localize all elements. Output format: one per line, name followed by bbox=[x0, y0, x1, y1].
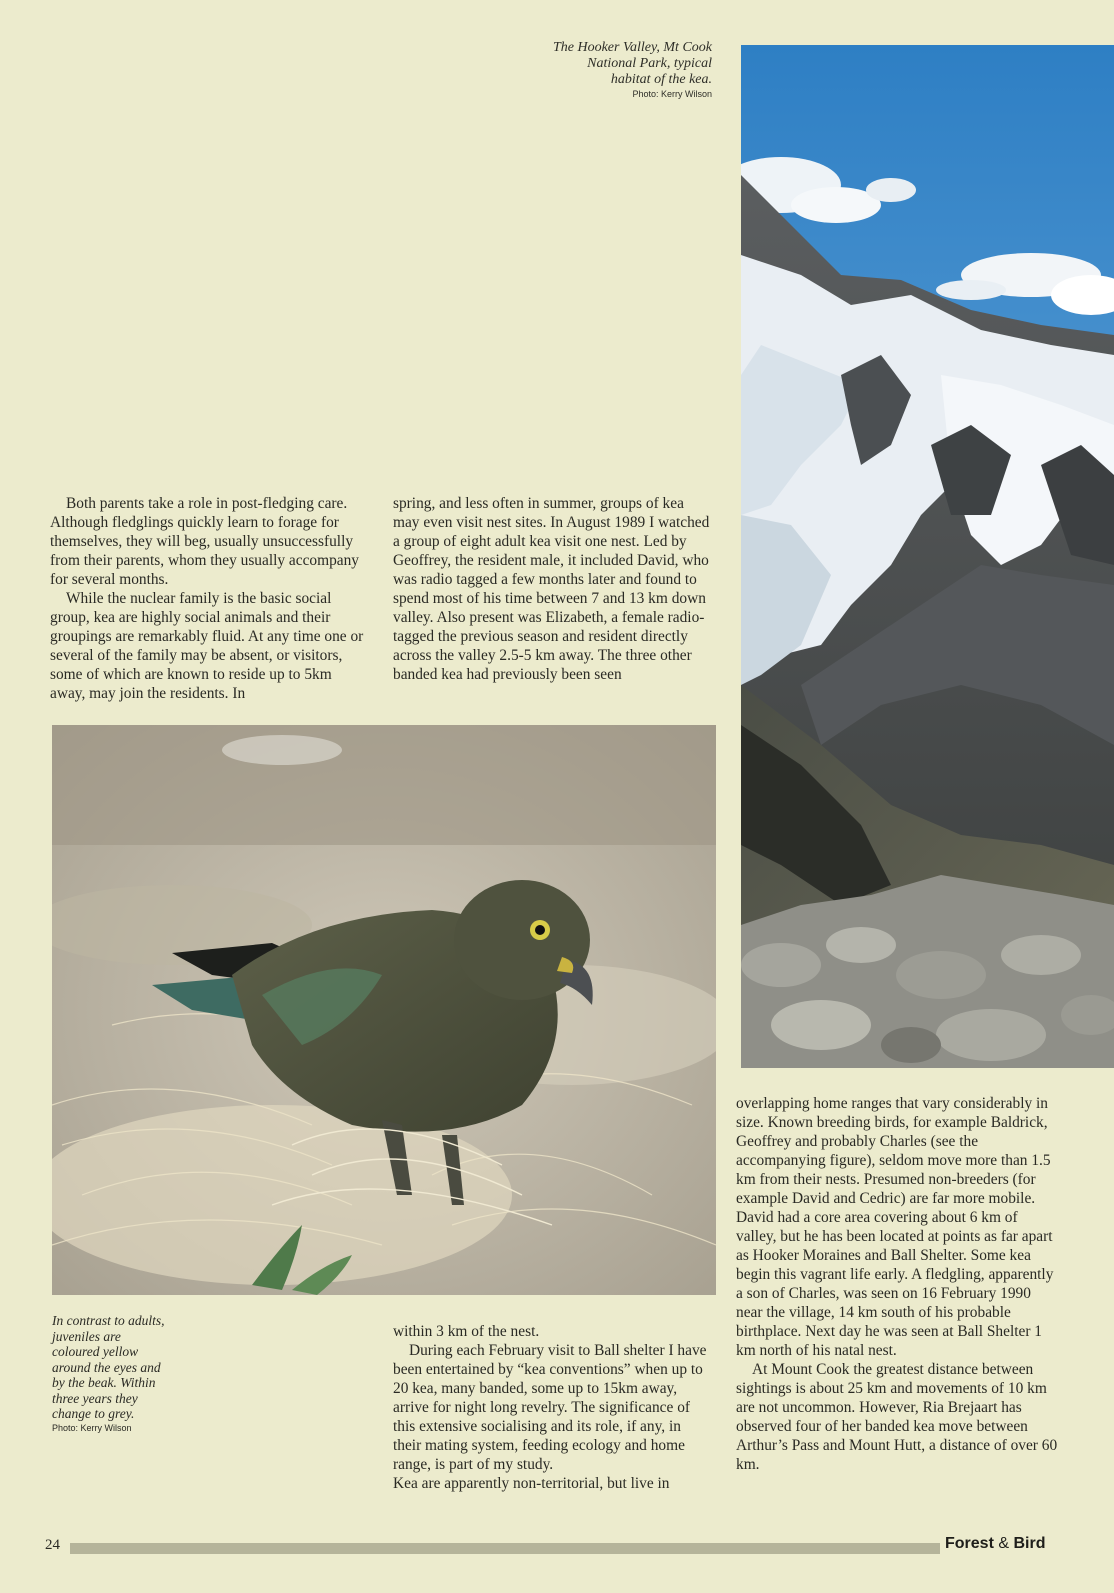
paragraph: While the nuclear family is the basic social group, kea are highly social animals and their groupings are remarkably fluid. At any time one or several of the family may be absent, or visitors, some of which are known to reside up to 5km away, may join the residents. In bbox=[50, 590, 364, 702]
article-column-1 bbox=[50, 494, 370, 703]
masthead-bird: Bird bbox=[1013, 1535, 1046, 1552]
paragraph: overlapping home ranges that vary considerably in size. Known breeding birds, for example Baldrick, Geoffrey and probably Charles (see the accompanying figure), seldom move more than 1.5 km from their nests. Presumed non-breeders (for example David and Cedric) are far more mobile. David had a core area covering about 6 km of valley, but he has been located at points as far apart as Hooker Moraines and Ball Shelter. Some kea begin this vagrant life early. A fledgling, apparently a son of Charles, was seen on 16 February 1990 near the village, 14 km south of his probable birthplace. Next day he was seen at Ball Shelter 1 km north of his natal nest. bbox=[736, 1095, 1054, 1359]
page-number: 24 bbox=[45, 1537, 60, 1553]
paragraph: During each February visit to Ball shelter I have been entertained by “kea conventions” when up to 20 kea, many banded, some up to 15km away, arrive for night long revelry. The significance of this extensive socialising and its role, if any, in their mating system, feeding ecology and home range, is part of my study. bbox=[393, 1342, 707, 1473]
article-column-2-continued bbox=[393, 1322, 711, 1493]
caption-line: The Hooker Valley, Mt Cook bbox=[552, 40, 712, 55]
paragraph: Both parents take a role in post-fledging care. Although fledglings quickly learn to forage for themselves, they will beg, usually unsuccessfully from their parents, whom they usually accompany for several months. bbox=[50, 495, 360, 588]
hooker-valley-photo bbox=[741, 45, 1114, 1068]
magazine-masthead bbox=[945, 1535, 1045, 1553]
caption-line: habitat of the kea. bbox=[610, 72, 712, 87]
caption-line: change to grey. bbox=[52, 1406, 135, 1421]
photo-credit: Photo: Kerry Wilson bbox=[52, 1422, 132, 1433]
caption-line: coloured yellow bbox=[52, 1344, 139, 1359]
caption-line: In contrast to adults, bbox=[52, 1313, 165, 1328]
article-column-3 bbox=[736, 1094, 1058, 1474]
caption-line: juveniles are bbox=[52, 1328, 121, 1344]
paragraph: Kea are apparently non-territorial, but live in bbox=[393, 1475, 670, 1492]
photo-credit: Photo: Kerry Wilson bbox=[632, 89, 712, 99]
caption-line: three years they bbox=[52, 1390, 138, 1406]
caption-line: National Park, typical bbox=[587, 56, 712, 71]
mountain-photo-caption bbox=[470, 40, 712, 101]
kea-photo bbox=[52, 725, 716, 1295]
caption-line: around the eyes and bbox=[52, 1359, 161, 1375]
paragraph: spring, and less often in summer, groups of kea may even visit nest sites. In August 1989 I watched a group of eight adult kea visit one nest. Led by Geoffrey, the resident male, it included David, who was radio tagged a few months later and found to spend most of his time between 7 and 13 km down valley. Also present was Elizabeth, a female radio-tagged the previous season and resident directly across the valley 2.5-5 km away. The three other banded kea had previously been seen bbox=[393, 495, 710, 683]
paragraph: within 3 km of the nest. bbox=[393, 1323, 540, 1340]
article-column-2 bbox=[393, 494, 711, 684]
masthead-ampersand: & bbox=[998, 1535, 1010, 1552]
paragraph: At Mount Cook the greatest distance between sightings is about 25 km and movements of 10 km are not uncommon. However, Ria Brejaart has observed four of her banded kea move between Arthur’s Pass and Mount Hutt, a distance of over 60 km. bbox=[736, 1361, 1058, 1473]
footer-rule bbox=[70, 1543, 940, 1554]
masthead-forest: Forest bbox=[945, 1535, 994, 1552]
kea-photo-caption bbox=[52, 1313, 202, 1435]
caption-line: by the beak. Within bbox=[52, 1375, 156, 1390]
